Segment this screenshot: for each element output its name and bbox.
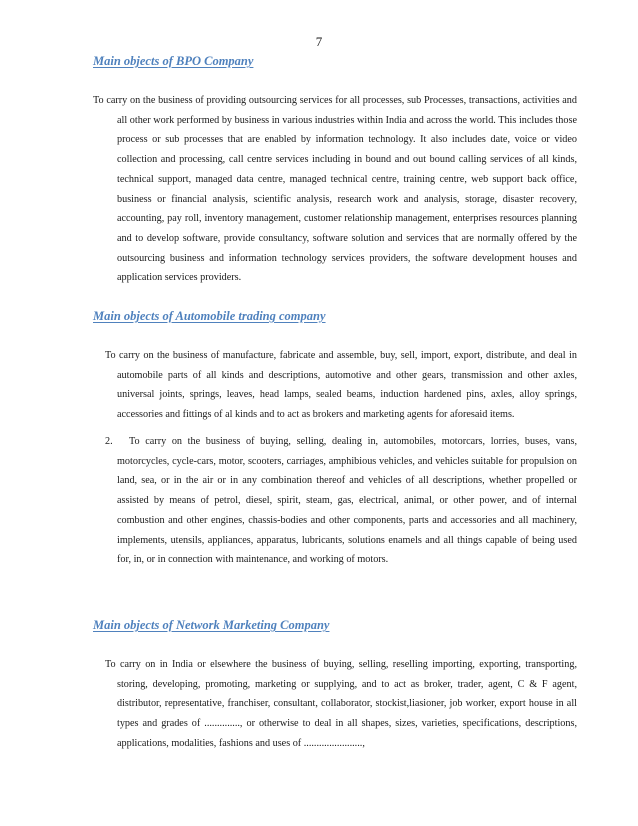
paragraph-automobile-objects-1: To carry on the business of manufacture, fabricate and assemble, buy, sell, import, export, distribute, and deal in automobile parts of all kinds and descriptions, automotive and other gears, transmission and other axles, universal joints, springs, leaves, head lamps, sealed beams, induction hardened pins, axles, alloy springs, accessories and fittings of al kinds and to act as brokers and marketing agents for aforesaid items. <box>105 350 577 421</box>
paragraph-bpo-objects: To carry on the business of providing outsourcing services for all processes, sub Processes, transactions, activities and all other work performed by business in various industries within India and across the world. This includes those process or sub processes that are enabled by information technology. It also includes date, voice or video collection and processing, call centre services including in bound and out bound calling services of all kinds, technical support, managed data centre, managed technical centre, training centre, web support back office, business or financial analysis, scientific analysis, research work and analysis, storage, disaster recovery, accounting, pay roll, inventory management, customer relationship management, enterprises resources planning and to develop software, provide consultancy, software solution and services that are normally offered by the outsourcing business and information technology services providers, the software development houses and application services providers. <box>93 95 577 284</box>
paragraph-automobile-objects-2-text: To carry on the business of buying, selling, dealing in, automobiles, motorcars, lorries, buses, vans, motorcycles, cycle-cars, motor, scooters, carriages, amphibious vehicles, and vehicles suitable for propulsion on land, sea, or in the air or in any combination thereof and vehicles of all descriptions, whether propelled or assisted by means of petrol, diesel, spirit, steam, gas, electrical, animal, or other power, and of internal combustion and other engines, chassis-bodies and other components, parts and accessories and all machinery, implements, utensils, appliances, apparatus, lubricants, solutions enamels and all things capable of being used for, in, or in connection with maintenance, and working of motors. <box>117 436 577 566</box>
paragraph-automobile-objects-2 <box>105 432 577 570</box>
heading-automobile-trading-company: Main objects of Automobile trading company <box>93 309 326 323</box>
heading-bpo-company: Main objects of BPO Company <box>93 54 254 68</box>
list-number: 2. <box>105 436 113 447</box>
paragraph-network-marketing-objects: To carry on in India or elsewhere the business of buying, selling, reselling importing, exporting, transporting, storing, developing, promoting, marketing or supplying, and to act as broker, trader, agent, C & F agent, distributor, representative, franchiser, consultant, collaborator, stockist,liasioner, job worker, export house in all types and grades of .............., or otherwise to deal in all shapes, sizes, varieties, specifications, descriptions, applications, modalities, fashions and uses of ......................., <box>105 659 577 749</box>
page-number: 7 <box>315 34 323 49</box>
heading-network-marketing-company: Main objects of Network Marketing Company <box>93 618 330 632</box>
